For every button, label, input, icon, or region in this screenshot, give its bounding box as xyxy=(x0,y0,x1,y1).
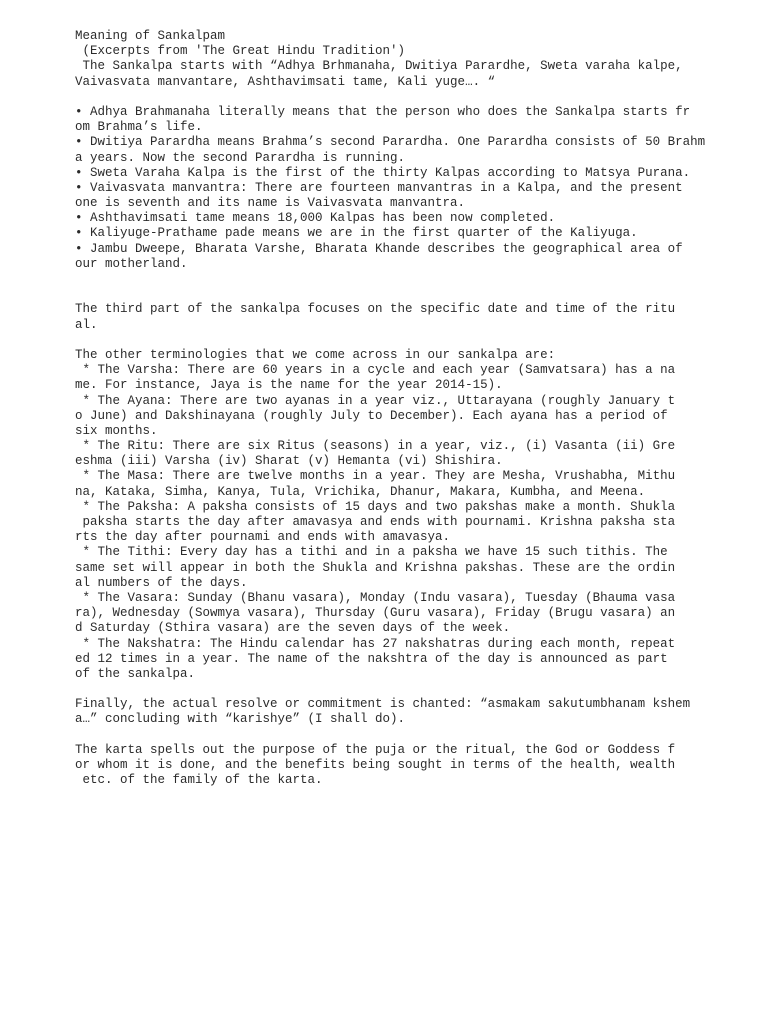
text-line: al. xyxy=(75,317,98,332)
document-title: Meaning of Sankalpam xyxy=(75,29,226,43)
blank-line xyxy=(75,272,765,287)
text-line: • Vaivasvata manvantra: There are fourteen manvantras in a Kalpa, and the present xyxy=(75,180,683,195)
text-line: * The Masa: There are twelve months in a year. They are Mesha, Vrushabha, Mithu xyxy=(75,469,676,484)
text-line: rts the day after pournami and ends with amavasya. xyxy=(75,530,451,545)
text-line: * The Vasara: Sunday (Bhanu vasara), Monday (Indu vasara), Tuesday (Bhauma vasa xyxy=(75,590,676,605)
text-line: a…” concluding with “karishye” (I shall do). xyxy=(75,712,406,727)
text-line: * The Varsha: There are 60 years in a cycle and each year (Samvatsara) has a na xyxy=(75,363,676,378)
text-line: * The Ayana: There are two ayanas in a year viz., Uttarayana (roughly January t xyxy=(75,393,676,408)
text-line: * The Nakshatra: The Hindu calendar has 27 nakshatras during each month, repeat xyxy=(75,636,676,651)
text-line: (Excerpts from 'The Great Hindu Tradition') xyxy=(75,44,406,59)
text-line: or whom it is done, and the benefits being sought in terms of the health, wealth xyxy=(75,758,676,772)
blank-line xyxy=(75,287,765,302)
text-line: • Adhya Brahmanaha literally means that the person who does the Sankalpa starts fr xyxy=(75,104,691,119)
text-line: The third part of the sankalpa focuses on the specific date and time of the ritu xyxy=(75,302,676,317)
blank-line xyxy=(75,728,765,743)
text-line: one is seventh and its name is Vaivasvata manvantra. xyxy=(75,196,466,211)
text-line: d Saturday (Sthira vasara) are the seven days of the week. xyxy=(75,621,511,636)
text-line: * The Ritu: There are six Ritus (seasons) in a year, viz., (i) Vasanta (ii) Gre xyxy=(75,439,676,454)
text-line: The other terminologies that we come across in our sankalpa are: xyxy=(75,347,556,362)
text-line: etc. of the family of the karta. xyxy=(75,773,323,788)
text-line: The Sankalpa starts with “Adhya Brhmanaha, Dwitiya Parardhe, Sweta varaha kalpe, xyxy=(75,59,683,74)
text-line: our motherland. xyxy=(75,256,188,271)
text-line: The karta spells out the purpose of the puja or the ritual, the God or Goddess f xyxy=(75,742,676,757)
text-line: o June) and Dakshinayana (roughly July to December). Each ayana has a period of xyxy=(75,408,668,423)
text-line: six months. xyxy=(75,423,158,438)
text-line: Vaivasvata manvantare, Ashthavimsati tame, Kali yuge…. “ xyxy=(75,74,496,89)
text-line: • Dwitiya Parardha means Brahma’s second Parardha. One Parardha consists of 50 Brahm xyxy=(75,135,706,150)
blank-line xyxy=(75,333,765,348)
text-line: Finally, the actual resolve or commitment is chanted: “asmakam sakutumbhanam kshem xyxy=(75,697,691,712)
text-line: • Kaliyuge-Prathame pade means we are in the first quarter of the Kaliyuga. xyxy=(75,226,638,241)
document-page xyxy=(75,29,765,788)
text-line: paksha starts the day after amavasya and ends with pournami. Krishna paksha sta xyxy=(75,515,676,529)
text-line: na, Kataka, Simha, Kanya, Tula, Vrichika, Dhanur, Makara, Kumbha, and Meena. xyxy=(75,484,646,499)
text-line: * The Paksha: A paksha consists of 15 days and two pakshas make a month. Shukla xyxy=(75,499,676,514)
text-line: ed 12 times in a year. The name of the nakshtra of the day is announced as part xyxy=(75,651,668,666)
text-line: • Sweta Varaha Kalpa is the first of the thirty Kalpas according to Matsya Purana. xyxy=(75,165,691,180)
text-line: om Brahma’s life. xyxy=(75,120,203,135)
text-line: a years. Now the second Parardha is running. xyxy=(75,150,406,165)
blank-line xyxy=(75,90,765,105)
text-line: eshma (iii) Varsha (iv) Sharat (v) Hemanta (vi) Shishira. xyxy=(75,454,503,469)
text-line: ra), Wednesday (Sowmya vasara), Thursday (Guru vasara), Friday (Brugu vasara) an xyxy=(75,606,676,621)
blank-line xyxy=(75,682,765,697)
text-line: • Ashthavimsati tame means 18,000 Kalpas has been now completed. xyxy=(75,211,556,226)
text-line: * The Tithi: Every day has a tithi and in a paksha we have 15 such tithis. The xyxy=(75,545,668,560)
text-line: • Jambu Dweepe, Bharata Varshe, Bharata Khande describes the geographical area of xyxy=(75,241,683,256)
text-line: me. For instance, Jaya is the name for the year 2014-15). xyxy=(75,378,503,393)
text-line: of the sankalpa. xyxy=(75,666,196,681)
text-line: al numbers of the days. xyxy=(75,575,248,590)
text-line: same set will appear in both the Shukla and Krishna pakshas. These are the ordin xyxy=(75,560,676,575)
